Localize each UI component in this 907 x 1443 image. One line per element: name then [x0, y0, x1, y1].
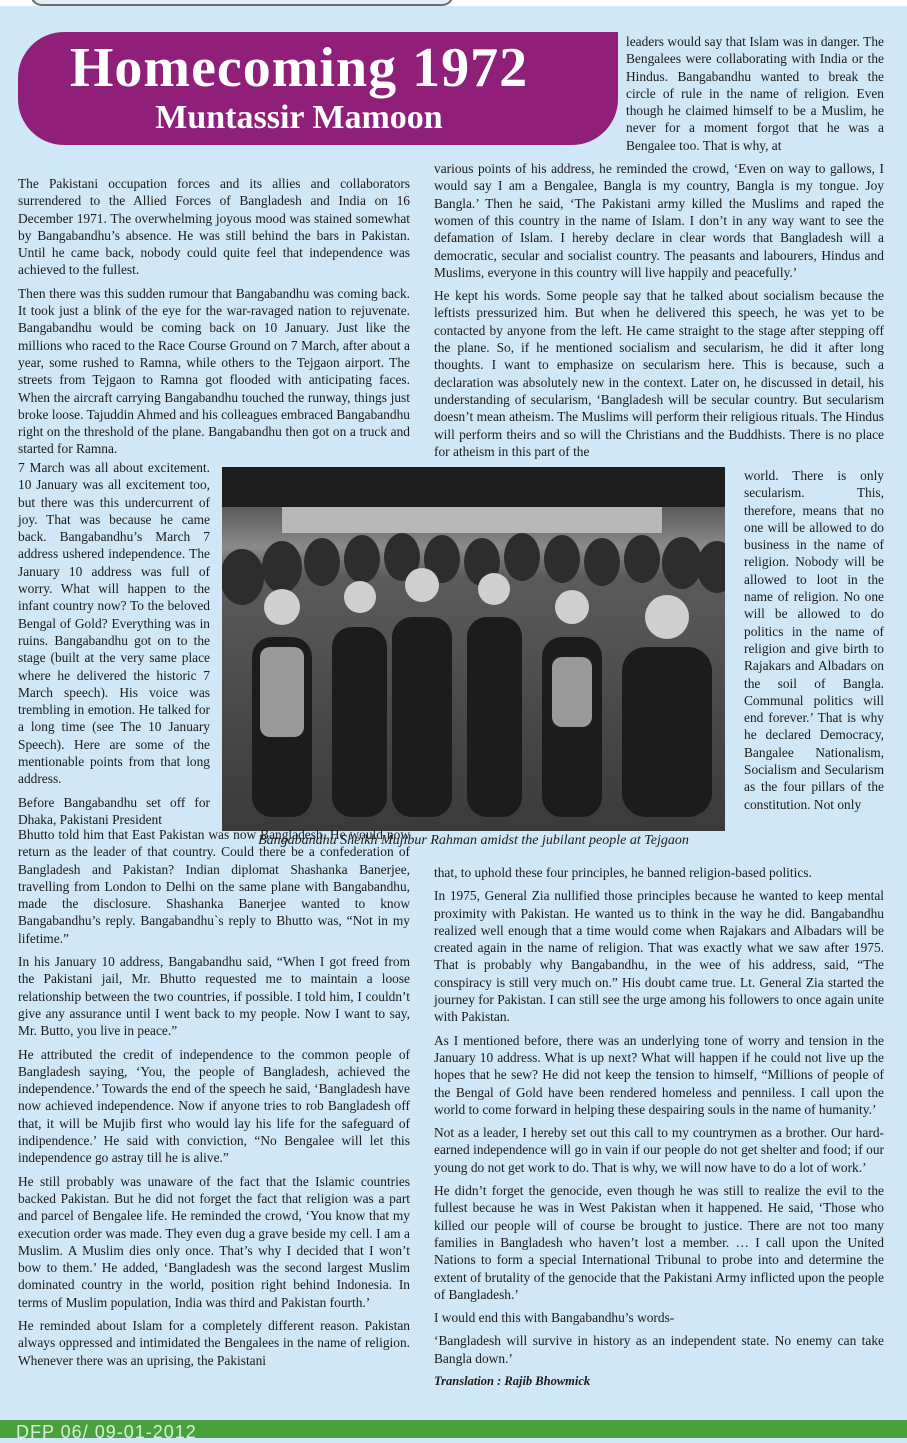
paragraph: world. There is only secularism. This, therefore, means that no one will be allowed to do business in the name of religion. Nobody will be allowed to loot in the name of religion. No one will be allowed to do politics in the name of religion and give birth to Rajakars and Albadars on the soil of Bangla. Communal politics will end forever.’ That is why he declared Democracy, Bangalee Nationalism, Socialism and Secularism as the four pillars of the constitution. Not only — [744, 468, 884, 812]
footer-code: DFP 06/ 09-01-2012 — [16, 1422, 197, 1442]
photo-crowd-tejgaon — [222, 467, 725, 831]
column-left-top — [18, 175, 410, 464]
paragraph: As I mentioned before, there was an underlying tone of worry and tension in the January 10 address. What is up next? What will happen if he could not live up the hopes that he sew? He did not keep the tension to himself, “Millions of people of the Bengal of Gold have been rendered homeless and penniless. I call upon the world to come forward in helping these despairing souls in the name of humanity.’ — [434, 1032, 884, 1117]
column-right-side — [744, 467, 884, 819]
paragraph: Not as a leader, I hereby set out this call to my countrymen as a brother. Our hard-earned independence will go in vain if our people do not get shelter and food; if our young do not get work to do. That is why, we will now have to do a lot of work.’ — [434, 1125, 884, 1175]
paragraph: The Pakistani occupation forces and its allies and collaborators surrendered to the Allied Forces of Bangladesh and India on 16 December 1971. The overwhelming joyous mood was stained somewhat by Bangabandhu’s absence. He was still behind the bars in Pakistan. Until he came back, nobody could quite feel that independence was achieved to the fullest. — [18, 176, 410, 278]
paragraph: I would end this with Bangabandhu’s words- — [434, 1310, 675, 1326]
paragraph: He kept his words. Some people say that he talked about socialism because the leftists pressurized him. But when he delivered this speech, he was yet to be contacted by anyone from the left. He came straight to the stage after stepping off the plane. So, if he mentioned socialism and secularism, he did it after long thoughts. I want to emphasize on secularism here. This is because, such a declaration was absolutely new in the context. Later on, he discussed in detail, his understanding of secularism, ‘Bangladesh will be secular country. But secularism doesn’t mean atheism. The Muslims will perform their religious rituals. The Hindus will perform theirs and so will the Christians and the Buddhists. There is no place for atheism in this part of the — [434, 288, 884, 459]
paragraph: In 1975, General Zia nullified those principles because he wanted to keep mental proximity with Pakistan. He wanted us to think in the way he did. Bangabandhu realized well enough that a time would come when Rajakars and Albadars will be created again in the name of religion. That was exactly what we saw after 1975. That is probably why Bangabandhu, in the wee of his address, said, “The conspiracy is still very much on.” His doubt came true. Lt. General Zia started the journey for Pakistan. I can still see the urge among his followers to once again unite with Pakistan. — [434, 888, 884, 1025]
paragraph: 7 March was all about excitement. 10 January was all excitement too, but there was this undercurrent of joy. That was because he came back. Bangabandhu’s March 7 address ushered independence. The January 10 address was full of worry. What will happen to the infant country now? To the beloved Bengal of Gold? Everything was in ruins. Bangabandhu got on to the stage (built at the very same place where he delivered the historic 7 March speech). His voice was trembling in emotion. He talked for a long time (see The 10 January Speech). Here are some of the mentionable points from that long address. — [18, 460, 210, 787]
paragraph: ‘Bangladesh will survive in history as an independent state. No enemy can take Bangla down.’ — [434, 1333, 884, 1366]
footer-bar — [0, 1420, 907, 1442]
column-left-bottom — [18, 826, 410, 1375]
paragraph: In his January 10 address, Bangabandhu said, “When I got freed from the Pakistani jail, Mr. Bhutto requested me to maintain a loose relationship between the two countries, if possible. I told him, I couldn’t give any assurance until I went back to my people. Now I want to say, Mr. Butto, you live in peace.” — [18, 954, 410, 1039]
top-tab-frame — [30, 0, 454, 6]
paragraph: Before Bangabandhu set off for Dhaka, Pakistani President — [18, 794, 210, 827]
paragraph: He didn’t forget the genocide, even though he was still to realize the evil to the fullest because he was in West Pakistan when it happened. He said, ‘Those who killed our people will of course be brought to justice. There are not too many families in Bangladesh who haven’t lost a member. … I call upon the United Nations to form a special International Tribunal to probe into and determine the extent of brutality of the genocide that the Pakistani Army inflicted upon the people of Bangladesh.’ — [434, 1183, 884, 1302]
paragraph: Bhutto told him that East Pakistan was now Bangladesh. He would now return as the leader of that country. Could there be a confederation of Bangladesh and Pakistan? Indian diplomat Shashanka Banerjee, travelling from London to Delhi on the same plane with Bangabandhu, made the disclosure. Shashanka Banerjee wanted to know Bangabandhu’s reply. Bangabandhu`s reply to Bhutto was, “Not in my lifetime.” — [18, 827, 410, 946]
paragraph: Then there was this sudden rumour that Bangabandhu was coming back. It took just a blink of the eye for the war-ravaged nation to rejuvenate. Bangabandhu would be coming back on 10 January. Just like the millions who raced to the Race Course Ground on 7 March, after about a year, some rushed to Ramna, while others to the Tejgaon airport. The streets from Tejgaon to Ramna got flooded with anticipating faces. When the aircraft carrying Bangabandhu touched the runway, things just broke loose. Tajuddin Ahmed and his colleagues embraced Bangabandhu right on the threshold of the plane. Bangabandhu then got on a truck and started for Ramna. — [18, 285, 410, 457]
top-border — [0, 0, 907, 6]
article-title: Homecoming 1972 — [69, 37, 529, 99]
column-left-narrow — [18, 459, 210, 834]
paragraph: He still probably was unaware of the fact that the Islamic countries backed Pakistan. But he did not forget the fact that religion was a part and parcel of Bengalee life. He reminded the crowd, ‘You know that my execution order was made. They even dug a grave beside my cell. I am a Muslim. A Muslim dies only once. That’s why I decided that I won’t bow to them.’ He added, ‘Bangladesh was the second largest Muslim dominated country in the world, position right behind Indonesia. In terms of Muslim population, India was third and Pakistan fourth.’ — [18, 1173, 410, 1310]
paragraph: that, to uphold these four principles, he banned religion-based politics. — [434, 865, 812, 880]
paragraph: leaders would say that Islam was in danger. The Bengalees were collaborating with India or the Hindus. Bangabandhu wanted to break the circle of rule in the name of religion. Even though he claimed himself to be a Muslim, he never for a moment forgot that he was a Bengalee too. That is why, at — [626, 34, 884, 153]
paragraph: He reminded about Islam for a completely different reason. Pakistan always oppressed and intimidated the Bengalees in the name of religion. Whenever there was an uprising, the Pakistani — [18, 1318, 410, 1368]
translation-credit: Translation : Rajib Bhowmick — [434, 1374, 591, 1389]
column-right-bottom — [434, 864, 884, 1396]
photo-caption: Bangabandhu Sheikh Mujibur Rahman amidst the jubilant people at Tejgaon — [258, 833, 689, 848]
article-author: Muntassir Mamoon — [155, 99, 443, 136]
column-right-top — [434, 33, 884, 466]
paragraph: He attributed the credit of independence to the common people of Bangladesh saying, ‘You, the people of Bangladesh, achieved the independence.’ Towards the end of the speech he said, ‘Bangladesh have now achieved independence. Now if anyone tries to rob Bangladesh off that, it will be Mujib first who would lay his life for the safeguard of indipendence.’ He said with conviction, “No Bengalee will let this independence go astray till he is alive.” — [18, 1046, 410, 1166]
photo-image — [222, 467, 725, 831]
paragraph: various points of his address, he reminded the crowd, ‘Even on way to gallows, I would say I am a Bengalee, Bangla is my country, Bangla is my tongue. Joy Bangla.’ Then he said, ‘The Pakistani army killed the Muslims and raped the women of this country in the name of Islam. I don’t in any way want to see the defamation of Islam. I hereby declare in clear words that Bangladesh will a democratic, secular and socialist country. The peasants and labourers, Hindus and Muslims, everyone in this country will live happily and peacefully.’ — [434, 161, 884, 280]
